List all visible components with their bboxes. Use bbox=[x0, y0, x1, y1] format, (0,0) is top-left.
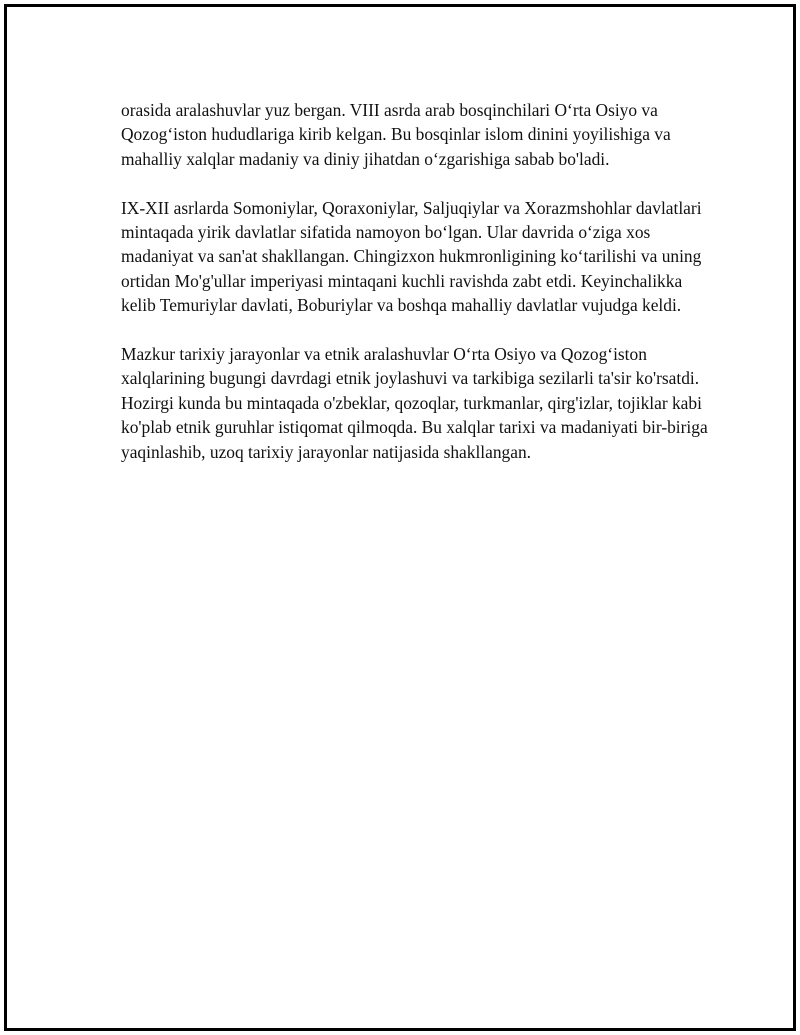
paragraph-2: IX-XII asrlarda Somoniylar, Qoraxoniylar, Saljuqiylar va Xorazmshohlar davlatlari mintaqada yirik davlatlar sifatida namoyon bo‘lgan. Ular davrida o‘ziga xos madaniyat va san'at shakllangan. Chingizxon hukmronligining ko‘tarilishi va uning ortidan Mo'g'ullar imperiyasi mintaqani kuchli ravishda zabt etdi. Keyinchalikka kelib Temuriylar davlati, Boburiylar va boshqa mahalliy davlatlar vujudga keldi. bbox=[121, 197, 702, 316]
paragraph-1: orasida aralashuvlar yuz bergan. VIII asrda arab bosqinchilari O‘rta Osiyo va Qozog‘iston hududlariga kirib kelgan. Bu bosqinlar islom dinini yoyilishiga va mahalliy xalqlar madaniy va diniy jihatdan o‘zgarishiga sabab bo'ladi. bbox=[121, 100, 671, 169]
paragraph-3: Mazkur tarixiy jarayonlar va etnik aralashuvlar O‘rta Osiyo va Qozog‘iston xalqlarining bugungi davrdagi etnik joylashuvi va tarkibiga sezilarli ta'sir ko'rsatdi. Hozirgi kunda bu mintaqada o'zbeklar, qozoqlar, turkmanlar, qirg'izlar, tojiklar kabi ko'plab etnik guruhlar istiqomat qilmoqda. Bu xalqlar tarixi va madaniyati bir-biriga yaqinlashib, uzoq tarixiy jarayonlar natijasida shakllangan. bbox=[121, 344, 708, 462]
document-page bbox=[4, 4, 796, 1031]
document-body bbox=[121, 98, 711, 488]
